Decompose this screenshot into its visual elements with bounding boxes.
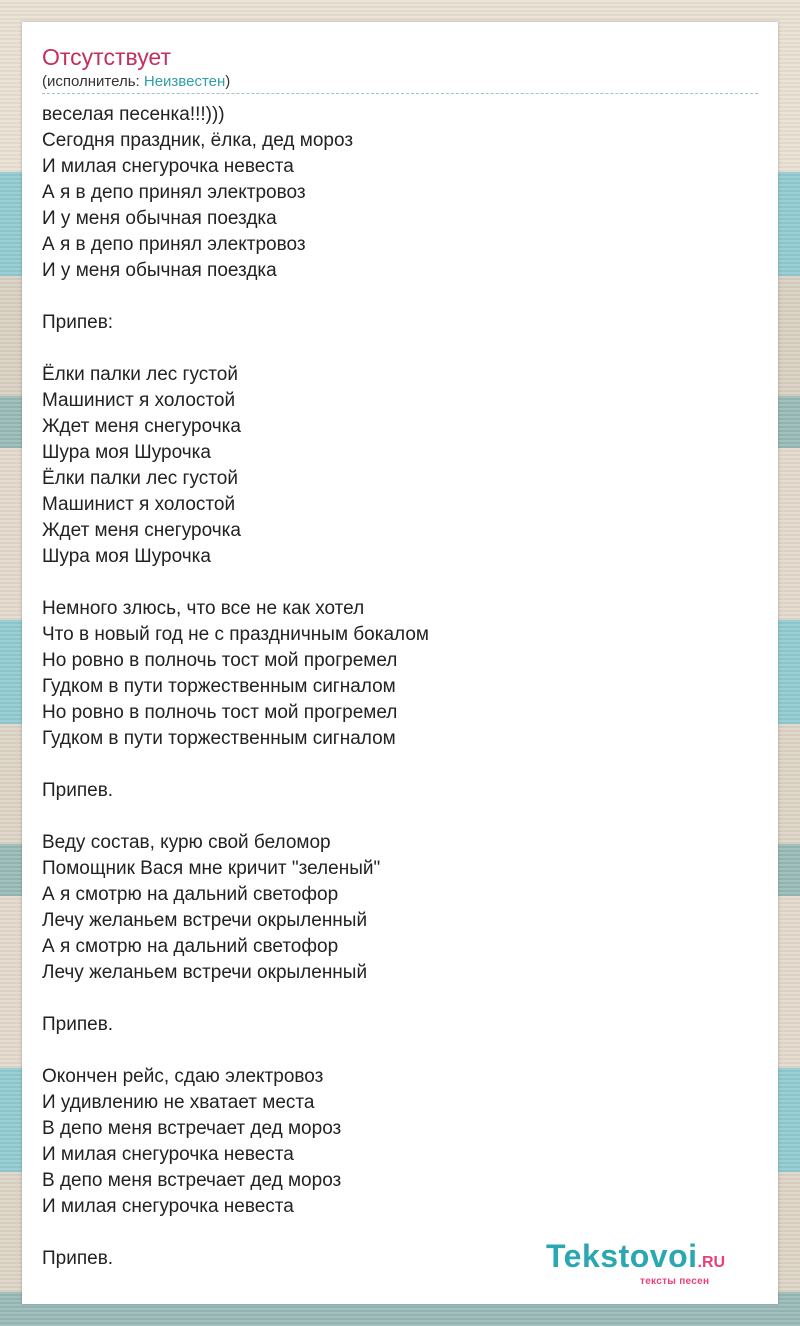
- lyric-line: И милая снегурочка невеста: [42, 1196, 294, 1217]
- lyric-line: Немного злюсь, что все не как хотел: [42, 598, 365, 619]
- lyric-line: Но ровно в полночь тост мой прогремел: [42, 650, 398, 671]
- lyric-line: Ёлки палки лес густой: [42, 364, 238, 385]
- logo-tld: .RU: [697, 1254, 726, 1271]
- lyric-blank-line: [42, 804, 758, 830]
- lyric-line: Веду состав, курю свой беломор: [42, 832, 331, 853]
- lyric-line: Шура моя Шурочка: [42, 546, 211, 567]
- lyric-line: Ёлки палки лес густой: [42, 468, 238, 489]
- lyric-line: А я смотрю на дальний светофор: [42, 884, 339, 905]
- lyric-line: Припев:: [42, 312, 114, 333]
- artist-prefix: (исполнитель:: [42, 73, 144, 90]
- logo-name: Tekstovoi: [546, 1238, 698, 1274]
- lyrics-card: [22, 22, 778, 1304]
- lyric-line: И милая снегурочка невеста: [42, 1144, 294, 1165]
- lyric-line: Лечу желаньем встречи окрыленный: [42, 910, 368, 931]
- lyric-line: веселая песенка!!!))): [42, 104, 225, 125]
- lyric-blank-line: [42, 986, 758, 1012]
- lyric-line: Гудком в пути торжественным сигналом: [42, 676, 396, 697]
- lyric-line: В депо меня встречает дед мороз: [42, 1170, 342, 1191]
- lyric-line: И милая снегурочка невеста: [42, 156, 294, 177]
- lyric-line: Что в новый год не с праздничным бокалом: [42, 624, 429, 645]
- lyric-line: Машинист я холостой: [42, 390, 236, 411]
- lyric-line: Машинист я холостой: [42, 494, 236, 515]
- lyric-line: И удивлению не хватает места: [42, 1092, 315, 1113]
- lyric-line: А я смотрю на дальний светофор: [42, 936, 339, 957]
- lyric-line: А я в депо принял электровоз: [42, 182, 306, 203]
- lyric-blank-line: [42, 752, 758, 778]
- lyric-line: В депо меня встречает дед мороз: [42, 1118, 342, 1139]
- lyric-blank-line: [42, 1038, 758, 1064]
- site-logo[interactable]: [546, 1238, 726, 1287]
- lyric-line: И у меня обычная поездка: [42, 260, 277, 281]
- lyric-line: Припев.: [42, 780, 114, 801]
- lyric-line: Припев.: [42, 1248, 114, 1269]
- lyric-line: Но ровно в полночь тост мой прогремел: [42, 702, 398, 723]
- artist-link[interactable]: Неизвестен: [143, 73, 226, 90]
- song-title: Отсутствует: [42, 44, 171, 70]
- lyric-line: Помощник Вася мне кричит "зеленый": [42, 858, 381, 879]
- lyric-line: Сегодня праздник, ёлка, дед мороз: [42, 130, 354, 151]
- artist-line: [42, 72, 230, 92]
- lyric-blank-line: [42, 336, 758, 362]
- lyric-line: И у меня обычная поездка: [42, 208, 277, 229]
- lyrics-body: [42, 102, 758, 1272]
- lyric-line: Гудком в пути торжественным сигналом: [42, 728, 396, 749]
- lyric-blank-line: [42, 284, 758, 310]
- lyric-blank-line: [42, 570, 758, 596]
- lyric-line: Ждет меня снегурочка: [42, 520, 241, 541]
- lyric-line: Шура моя Шурочка: [42, 442, 211, 463]
- artist-suffix: ): [225, 73, 231, 90]
- lyric-line: Ждет меня снегурочка: [42, 416, 241, 437]
- lyric-line: А я в депо принял электровоз: [42, 234, 306, 255]
- lyric-line: Припев.: [42, 1014, 114, 1035]
- logo-tagline: тексты песен: [640, 1276, 710, 1287]
- lyric-line: Лечу желаньем встречи окрыленный: [42, 962, 368, 983]
- lyric-line: Окончен рейс, сдаю электровоз: [42, 1066, 324, 1087]
- title-divider: [42, 93, 758, 94]
